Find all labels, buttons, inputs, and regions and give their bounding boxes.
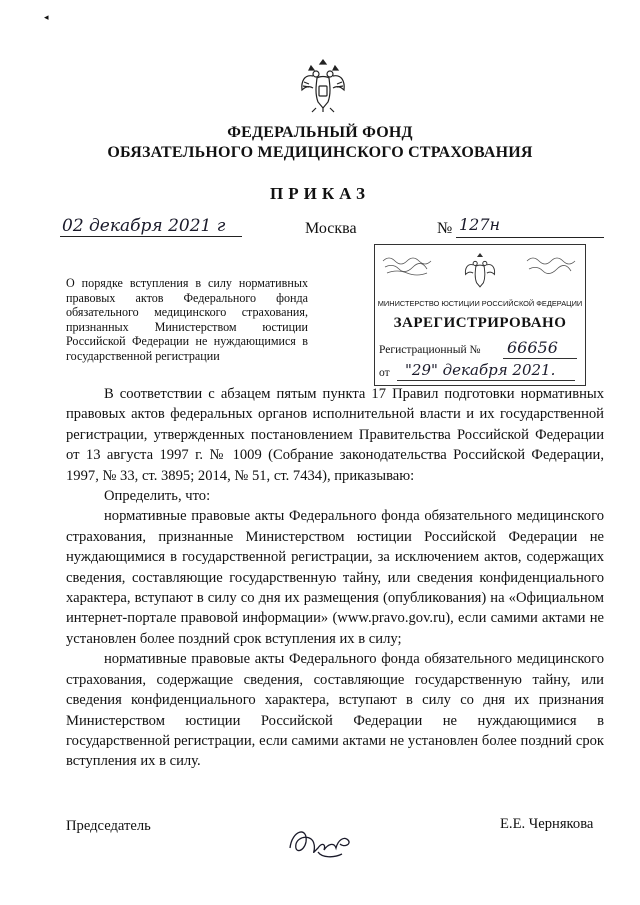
city: Москва <box>305 220 357 237</box>
document-type: ПРИКАЗ <box>270 184 370 203</box>
organization-name-line2: ОБЯЗАТЕЛЬНОГО МЕДИЦИНСКОГО СТРАХОВАНИЯ <box>107 144 533 161</box>
body-paragraph-clause-1: нормативные правовые акты Федерального фонда обязательного медицинского страхования, признанные Министерством юстиции Российской Федерации не нуждающимися в государственной регистрации, за исключением актов, содержащих сведения, составляющие государственную тайну, или сведения конфиденциального характера, вступают в силу со дня их размещения (опубликования) на «Официальном интернет-портале правовой информации» (www.pravo.gov.ru), если самими актами не установлен более поздний срок вступления их в силу; <box>66 508 604 647</box>
stamp-reg-number-label: Регистрационный № <box>379 344 481 356</box>
stamp-ministry-name: МИНИСТЕРСТВО ЮСТИЦИИ РОССИЙСКОЙ ФЕДЕРАЦИИ <box>377 299 583 308</box>
handwritten-signature <box>282 818 362 862</box>
order-number: 127н <box>459 215 501 234</box>
stamp-date-label: от <box>379 367 390 379</box>
stamp-scribble-left <box>381 251 439 279</box>
registration-stamp <box>374 244 586 386</box>
stamp-reg-number-underline <box>503 358 577 359</box>
stamp-reg-number: 66656 <box>507 338 558 357</box>
date-underline <box>60 236 242 237</box>
stamp-status: ЗАРЕГИСТРИРОВАНО <box>393 315 567 331</box>
stamp-coat-of-arms-icon <box>462 251 498 291</box>
coat-of-arms-icon <box>298 56 348 114</box>
order-date: 02 декабря 2021 г <box>62 216 226 236</box>
signer-title: Председатель <box>66 818 151 834</box>
number-sign: № <box>437 220 453 237</box>
corner-mark: ◂ <box>44 12 49 22</box>
stamp-reg-date: "29" декабря 2021. <box>405 361 556 379</box>
stamp-scribble-right <box>525 251 579 279</box>
stamp-date-underline <box>397 380 575 381</box>
body-paragraph-determine: Определить, что: <box>104 488 211 505</box>
body-paragraph-preamble: В соответствии с абзацем пятым пункта 17 Правил подготовки нормативных правовых актов федеральных органов исполнительной власти и их государственной регистрации, утвержденных постановлением Правительства Российской Федерации от 13 августа 1997 г. № 1009 (Собрание законодательства Российской Федерации, 1997, № 33, ст. 3895; 2014, № 51, ст. 7434), приказываю: <box>66 386 604 484</box>
order-subject: О порядке вступления в силу нормативных правовых актов Федерального фонда обязательного медицинского страхования, признанных Министерством юстиции Российской Федерации не нуждающимися в государственной регистрации <box>66 276 308 363</box>
order-body <box>66 384 604 772</box>
body-paragraph-clause-2: нормативные правовые акты Федерального фонда обязательного медицинского страхования, содержащие сведения, составляющие государственную тайну, или сведения конфиденциального характера, вступают в силу со дня их признания Министерством юстиции Российской Федерации не нуждающимися в государственной регистрации, если самими актами не установлен более поздний срок вступления их в силу. <box>66 651 604 770</box>
signer-name: Е.Е. Чернякова <box>500 816 594 832</box>
number-underline <box>456 237 604 238</box>
organization-name-line1: ФЕДЕРАЛЬНЫЙ ФОНД <box>227 124 413 141</box>
